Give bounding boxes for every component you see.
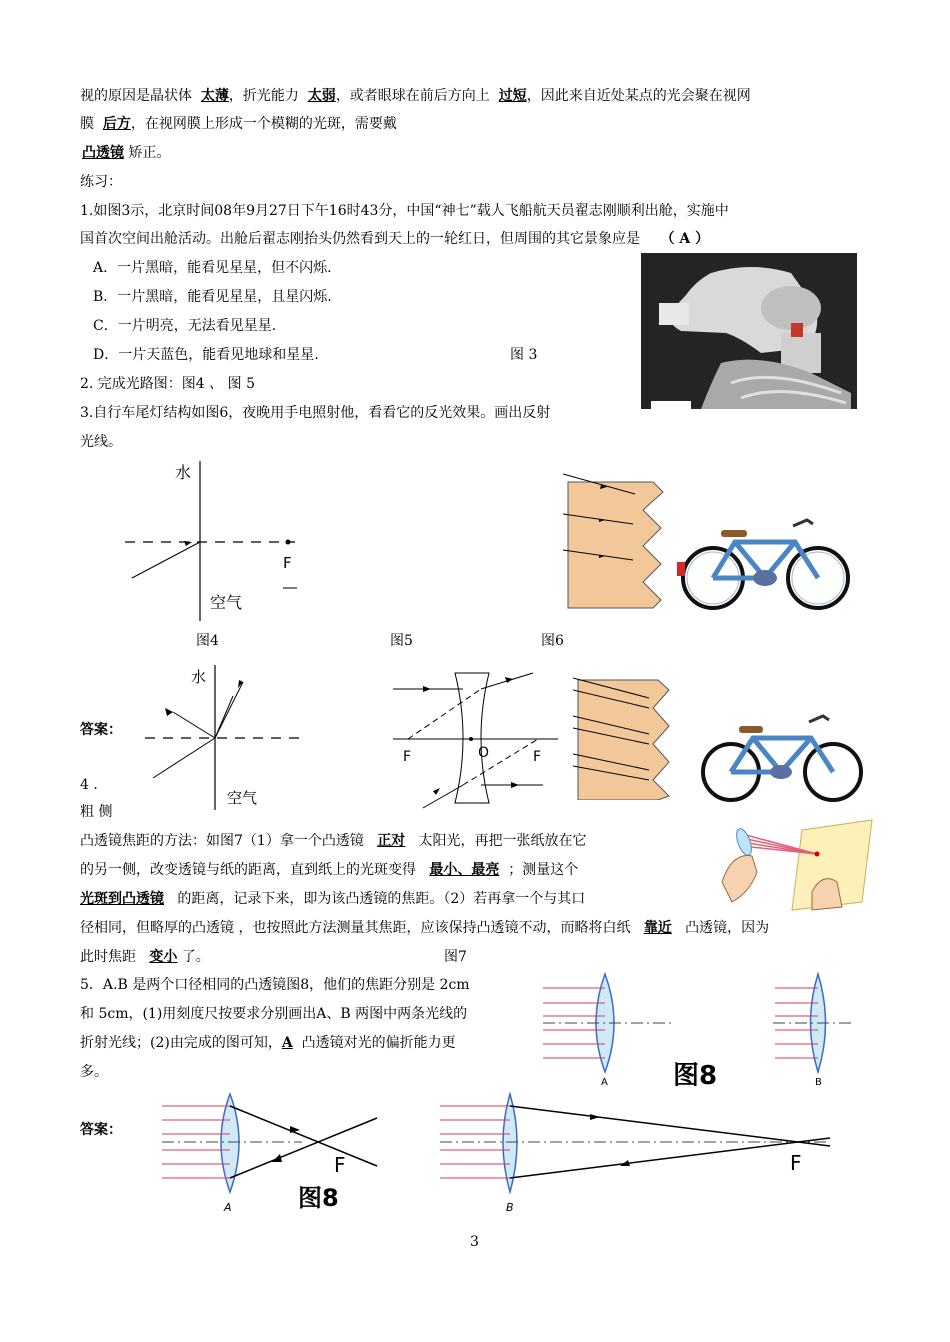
ans-fig4-water: 水 xyxy=(191,668,207,686)
q4-line-2 xyxy=(80,860,578,880)
fig5-caption: 图5 xyxy=(390,633,413,649)
intro-line-3 xyxy=(82,143,170,163)
ans-fig8-title: 图8 xyxy=(298,1184,339,1212)
text: 膜 xyxy=(80,116,94,132)
answer-bicycle-image xyxy=(695,710,870,805)
q1-option-c: C．一片明亮，无法看见星星. xyxy=(93,318,277,334)
fig4-water-label: 水 xyxy=(175,463,192,482)
fig4-diagram xyxy=(120,456,310,626)
answer-fig6-reflector xyxy=(573,660,693,800)
answer-thin: 太薄 xyxy=(200,88,229,104)
text: 视的原因是晶状体 xyxy=(80,88,192,104)
q4-line-3 xyxy=(80,889,585,909)
answer-label-2: 答案： xyxy=(80,1122,122,1138)
q4-rough: 粗 侧 xyxy=(80,804,113,820)
q5-answer: A xyxy=(281,1035,293,1051)
q5-line-3 xyxy=(80,1033,456,1053)
text: ；测量这个 xyxy=(508,862,579,878)
fig8-label-a: A xyxy=(601,1077,608,1086)
fig7-caption: 图7 xyxy=(444,949,467,965)
text: 的距离，记录下来，即为该凸透镜的焦距。（2）若再拿一个与其口 xyxy=(177,891,586,907)
bicycle-image xyxy=(675,512,855,612)
answer-fig8-a-diagram xyxy=(162,1088,402,1218)
ans-fig5-f-left: F xyxy=(403,749,412,765)
fig4-caption: 图4 xyxy=(196,633,219,649)
q3-line-1: 3.自行车尾灯结构如图6，夜晚用手电照射他，看看它的反光效果。画出反射 xyxy=(80,405,551,421)
text: 太阳光，再把一张纸放在它 xyxy=(418,833,587,849)
fig4-air-label: 空气 xyxy=(210,593,243,612)
answer-fig8-b-diagram xyxy=(440,1088,840,1218)
answer-behind: 后方 xyxy=(102,116,131,132)
answer-spot-distance: 光斑到凸透镜 xyxy=(80,891,164,907)
answer-weak: 太弱 xyxy=(307,88,336,104)
q4-number: 4 . xyxy=(80,777,98,793)
fig8-question-diagram xyxy=(543,968,863,1086)
text: ，因此来自近处某点的光会聚在视网 xyxy=(526,88,751,104)
practice-label: 练习： xyxy=(80,174,122,190)
answer-face: 正对 xyxy=(377,833,406,849)
ans-fig8-b-f: F xyxy=(790,1151,802,1175)
ans-fig4-air: 空气 xyxy=(227,789,258,807)
page-number: 3 xyxy=(470,1234,479,1250)
text: ，或者眼球在前后方向上 xyxy=(335,88,490,104)
text: 折射光线；(2)由完成的图可知， xyxy=(80,1035,282,1051)
fig7-lens-paper-image xyxy=(712,812,877,912)
q1-line-2 xyxy=(80,229,709,249)
text: 了。 xyxy=(181,949,210,965)
q3-line-2: 光线。 xyxy=(80,434,122,450)
text: 径相同，但略厚的凸透镜 ，也按照此方法测量其焦距，应该保持凸透镜不动，而略将白纸 xyxy=(80,920,631,936)
fig8-lens-b xyxy=(773,974,855,1086)
text: 凸透镜，因为 xyxy=(685,920,770,936)
answer-label-1: 答案： xyxy=(80,722,122,738)
answer-fig5-diagram xyxy=(393,663,558,813)
answer-smaller: 变小 xyxy=(149,949,178,965)
text: 凸透镜对光的偏折能力更 xyxy=(301,1035,456,1051)
intro-line-2 xyxy=(80,114,397,134)
text: ，折光能力 xyxy=(228,88,299,104)
answer-short: 过短 xyxy=(498,88,527,104)
answer-convex-lens: 凸透镜 xyxy=(82,145,124,161)
intro-line-1 xyxy=(80,86,751,106)
astronaut-photo xyxy=(641,253,857,409)
q1-option-b: B．一片黑暗，能看见星星，且星闪烁. xyxy=(93,289,332,305)
text: 的另一侧，改变透镜与纸的距离，直到纸上的光斑变得 xyxy=(80,862,416,878)
text: 凸透镜焦距的方法：如图7（1）拿一个凸透镜 xyxy=(80,833,364,849)
fig8-title: 图8 xyxy=(673,1061,718,1086)
ans-fig5-o: O xyxy=(478,745,490,761)
fig6-caption: 图6 xyxy=(541,633,564,649)
fig4-f-label: F xyxy=(283,554,292,572)
answer-smallest: 最小、最亮 xyxy=(429,862,500,878)
answer-closer: 靠近 xyxy=(643,920,672,936)
q1-line-1: 1.如图3示，北京时间08年9月27日下午16时43分，中国“神七”载人飞船航天员翟志刚顺利出舱，实施中 xyxy=(80,203,729,219)
ans-fig8-a-f: F xyxy=(334,1153,346,1177)
q2-text: 2. 完成光路图：图4 、 图 5 xyxy=(80,376,255,392)
text: 矫正。 xyxy=(128,145,171,161)
fig3-caption: 图 3 xyxy=(510,347,538,363)
ans-fig8-label-b: B xyxy=(506,1201,514,1214)
q1-option-a: A．一片黑暗，能看见星星，但不闪烁. xyxy=(93,260,332,276)
q4-line-4 xyxy=(80,918,769,938)
q5-line-1: 5．A.B 是两个口径相同的凸透镜图8，他们的焦距分别是 2cm xyxy=(80,977,470,993)
q1-option-d: D．一片天蓝色，能看见地球和星星. xyxy=(93,347,319,363)
text: 此时焦距 xyxy=(80,949,136,965)
ans-fig8-label-a: A xyxy=(224,1201,232,1214)
q4-line-5 xyxy=(80,947,210,967)
ans-fig5-f-right: F xyxy=(533,749,542,765)
q1-answer: （ A ） xyxy=(660,231,710,247)
text: ，在视网膜上形成一个模糊的光斑，需要戴 xyxy=(130,116,397,132)
fig8-lens-a xyxy=(543,974,673,1086)
text: 国首次空间出舱活动。出舱后翟志刚抬头仍然看到天上的一轮红日，但周围的其它景象应是 xyxy=(80,231,640,247)
q5-line-4: 多。 xyxy=(80,1064,108,1080)
q5-line-2: 和 5cm，(1)用刻度尺按要求分别画出A、B 两图中两条光线的 xyxy=(80,1006,468,1022)
fig8-label-b: B xyxy=(815,1077,822,1086)
q4-line-1 xyxy=(80,831,587,851)
answer-fig4-diagram xyxy=(143,660,308,815)
